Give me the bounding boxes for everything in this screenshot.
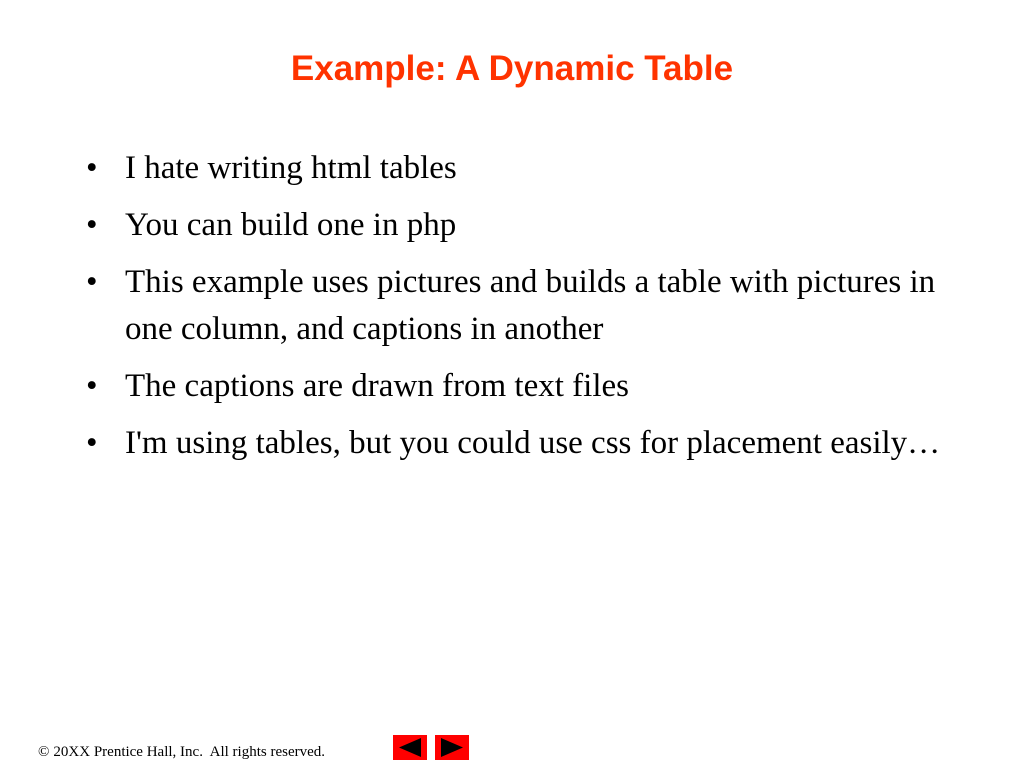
bullet-item (86, 259, 966, 353)
bullet-symbol: • (86, 150, 98, 186)
copyright-footer (38, 742, 325, 762)
bullet-text: I'm using tables, but you could use css for placement easily… (125, 425, 941, 461)
triangle-left-icon (393, 735, 427, 760)
bullet-item (86, 363, 966, 410)
bullet-symbol: • (86, 425, 98, 461)
bullet-symbol: • (86, 207, 98, 243)
bullet-text: You can build one in php (125, 207, 457, 243)
bullet-text: This example uses pictures and builds a table with pictures in one column, and captions in another (125, 264, 936, 347)
bullet-item (86, 202, 966, 249)
copyright-symbol: © (38, 744, 50, 760)
previous-slide-button[interactable] (393, 735, 427, 760)
triangle-right-icon (435, 735, 469, 760)
copyright-text: 20XX Prentice Hall, Inc. All rights reserved. (53, 744, 326, 760)
bullet-item (86, 420, 966, 467)
bullet-symbol: • (86, 264, 98, 300)
bullet-text: I hate writing html tables (125, 150, 457, 186)
bullet-text: The captions are drawn from text files (125, 368, 629, 404)
slide-title: Example: A Dynamic Table (290, 49, 734, 88)
bullet-symbol: • (86, 368, 98, 404)
bullet-item (86, 145, 966, 192)
next-slide-button[interactable] (435, 735, 469, 760)
bullet-list (86, 145, 966, 477)
